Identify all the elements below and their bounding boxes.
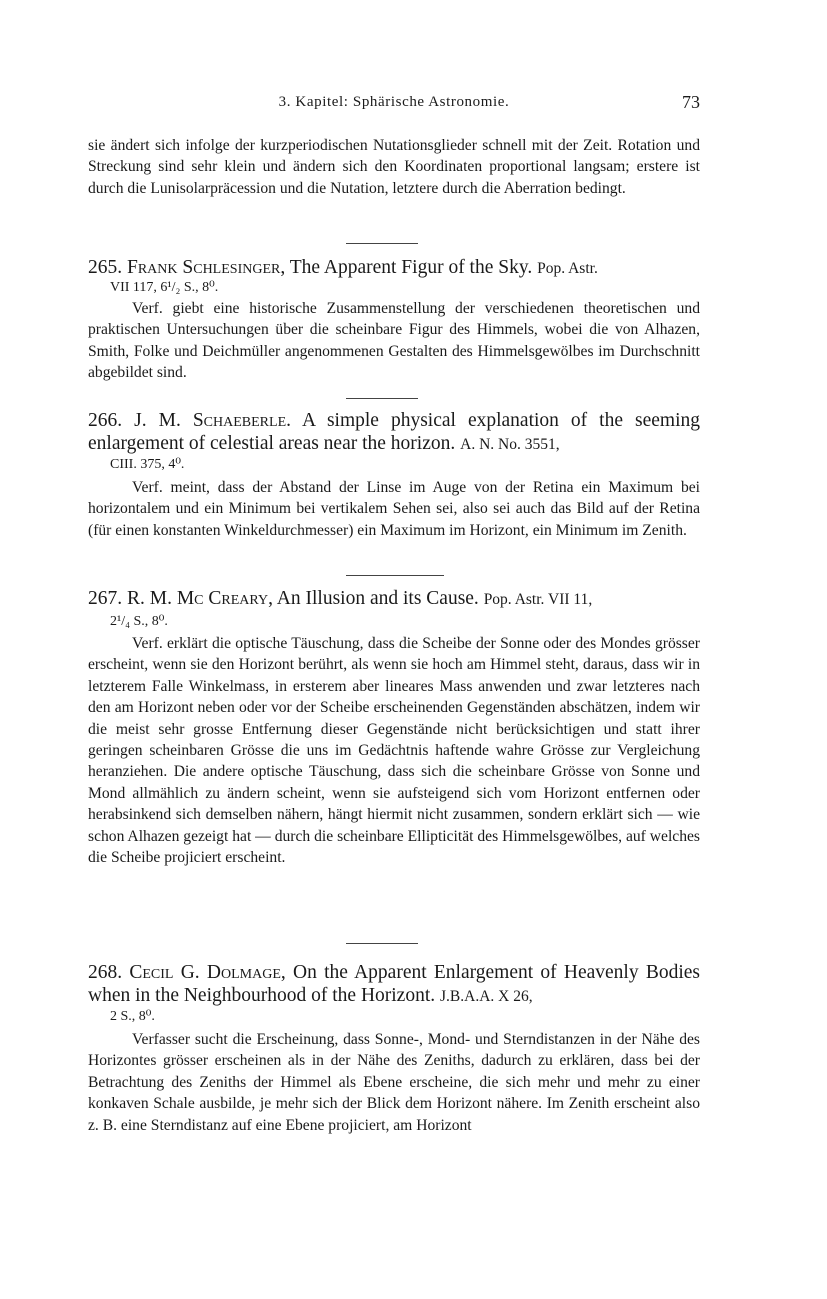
entry-266-abstract: Verf. meint, dass der Abstand der Linse im Auge von der Retina ein Maximum bei horizontalem und ein Minimum bei vertikalem Sehen sei, also sei auch das Bild auf der Retina (für einen konstanten Winkeldurchmesser) ein Maximum im Horizont, ein Minimum im Zenith. [88,479,700,539]
entry-267-heading [88,588,700,612]
entry-265-abstract: Verf. giebt eine historische Zusammenstellung der verschiedenen theoretischen und praktischen Untersuchungen über die scheinbare Figur des Himmels, wobei die von Alhazen, Smith, Folke und Deichmüller angenommenen Gestalten des Himmelsgewölbes im Durchschnitt abgebildet sind. [88,300,700,382]
entry-author: R. M. Mc Creary, [127,588,273,609]
entry-number: 266. [88,410,123,431]
separator-rule [346,575,444,576]
entry-265-heading [88,257,700,281]
entry-265-source-cont: VII 117, 6¹/₂ S., 8⁰. [110,280,219,295]
entry-title: An Illusion and its Cause. [276,588,479,609]
entry-author: Frank Schlesinger, [127,257,286,278]
chapter-title: 3. Kapitel: Sphärische Astronomie. [278,94,510,110]
entry-title: A simple physical explanation of the seeming enlargement of celestial areas near the horizon. [88,410,700,454]
entry-268-abstract: Verfasser sucht die Erscheinung, dass Sonne-, Mond- und Sterndistanzen in der Nähe des Horizontes grösser erscheinen als in der Nähe des Zeniths, dadurch zu erklären, dass bei der Betrachtung des Zeniths der Himmel als Ebene erscheine, die sich mehr und mehr zu einer konkaven Schale ausbilde, je mehr sich der Blick dem Horizont nähere. Im Zenith erscheint also z. B. eine Sterndistanz auf eine Ebene projiciert, am Horizont [88,1031,700,1134]
entry-source: Pop. Astr. VII 11, [483,591,593,608]
separator-rule [346,398,418,399]
entry-268-heading [88,962,700,1008]
entry-source: A. N. No. 3551, [460,435,560,453]
entry-source: J.B.A.A. X 26, [440,987,533,1005]
continuation-paragraph: sie ändert sich infolge der kurzperiodischen Nutationsglieder schnell mit der Zeit. Rotation und Streckung sind sehr klein und ändern sich den Koordinaten proportional langsam; erstere ist durch die Lunisolarpräcession und die Nutation, letztere durch die Aberration bedingt. [88,137,700,197]
page-number: 73 [682,92,700,112]
entry-title: The Apparent Figur of the Sky. [289,257,533,278]
entry-number: 268. [88,962,123,983]
separator-rule [346,243,418,244]
entry-source: Pop. Astr. [537,260,598,277]
entry-266-source-cont: CIII. 375, 4⁰. [110,457,185,472]
entry-267-source-cont: 2¹/₄ S., 8⁰. [110,614,168,629]
entry-266-heading [88,410,700,456]
entry-title: On the Apparent Enlargement of Heavenly Bodies when in the Neighbourhood of the Horizont. [88,962,701,1006]
entry-number: 267. [88,588,123,609]
entry-author: J. M. Schaeberle. [134,410,291,431]
entry-author: Cecil G. Dolmage, [129,962,286,983]
separator-rule [346,943,418,944]
entry-267-abstract: Verf. erklärt die optische Täuschung, dass die Scheibe der Sonne oder des Mondes grösser erscheint, wenn sie den Horizont berührt, als wenn sie hoch am Himmel steht, daraus, dass wir in letzterem Falle Winkelmass, in ersterem aber lineares Mass anwenden und zwar letzteres nach den am Horizont neben oder vor der Scheibe erscheinenden Gegenständen abschätzen, indem wir die meist sehr grosse Entfernung dieser Gegenstände nicht berücksichtigen und statt ihrer geringen scheinbaren Grösse die uns im Gedächtnis haftende wahre Grösse zur Vergleichung heranziehen. Die andere optische Täuschung, dass sich die scheinbare Grösse von Sonne und Mond allmählich zu ändern scheint, wenn sie aufsteigend sich vom Horizont entfernen oder herabsinkend sich demselben nähern, hängt hiermit nicht zusammen, sondern erklärt sich — wie schon Alhazen gezeigt hat — durch die scheinbare Ellipticität des Himmelsgewölbes, auf welches die Scheibe projiciert erscheint. [88,635,700,867]
running-head [88,94,700,118]
entry-268-source-cont: 2 S., 8⁰. [110,1009,155,1024]
entry-number: 265. [88,257,123,278]
